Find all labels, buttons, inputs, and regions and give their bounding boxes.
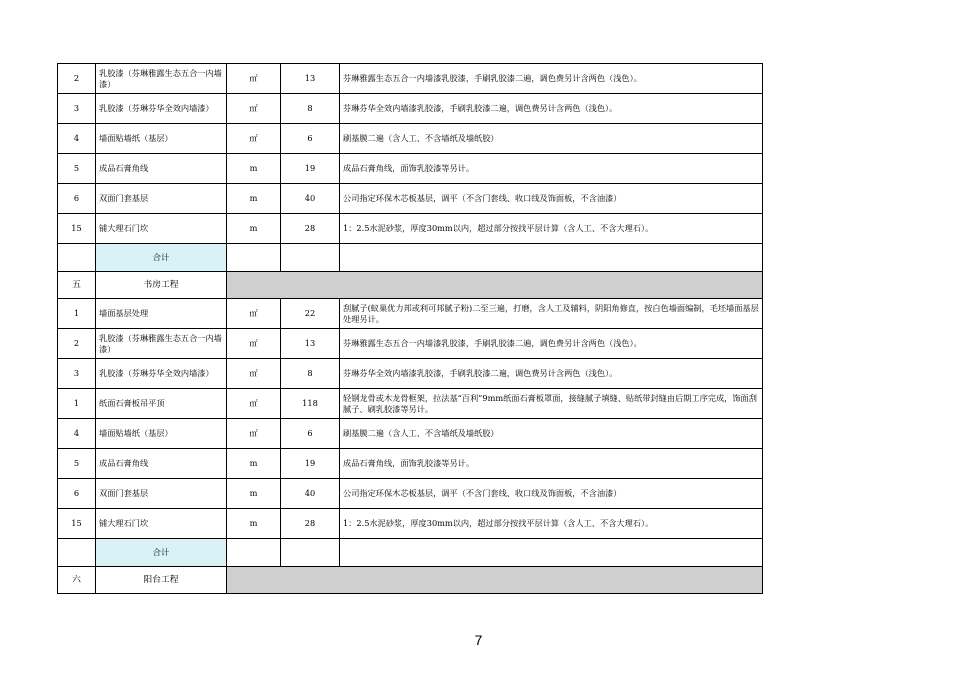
- item-description: 芬琳芬华全效内墙漆乳胶漆，手刷乳胶漆二遍，调色费另计含两色（浅色）。: [340, 359, 763, 389]
- table-row: [58, 359, 763, 389]
- section-title: 阳台工程: [96, 567, 227, 594]
- item-quantity: 22: [281, 299, 340, 329]
- item-unit: ㎡: [227, 64, 281, 94]
- item-name: 成品石膏角线: [96, 154, 227, 184]
- item-description: 芬琳雅露生态五合一内墙漆乳胶漆，手刷乳胶漆二遍，调色费另计含两色（浅色）。: [340, 329, 763, 359]
- item-unit: m: [227, 184, 281, 214]
- subtotal-empty: [340, 244, 763, 272]
- item-quantity: 19: [281, 449, 340, 479]
- item-name: 墙面贴墙纸（基层）: [96, 419, 227, 449]
- item-name: 乳胶漆（芬琳芬华全效内墙漆）: [96, 94, 227, 124]
- item-quantity: 8: [281, 94, 340, 124]
- table-row: [58, 64, 763, 94]
- item-description: 1：2.5水泥砂浆，厚度30mm以内，超过部分按找平层计算（含人工、不含大理石）。: [340, 214, 763, 244]
- item-description: 芬琳芬华全效内墙漆乳胶漆，手刷乳胶漆二遍，调色费另计含两色（浅色）。: [340, 94, 763, 124]
- table-row: [58, 154, 763, 184]
- page-number: 7: [474, 632, 483, 648]
- subtotal-empty: [227, 244, 281, 272]
- item-quantity: 8: [281, 359, 340, 389]
- subtotal-empty: [227, 539, 281, 567]
- table-row: [58, 389, 763, 419]
- subtotal-empty: [58, 539, 96, 567]
- item-name: 铺大理石门坎: [96, 214, 227, 244]
- item-number: 2: [58, 329, 96, 359]
- item-number: 6: [58, 184, 96, 214]
- item-unit: m: [227, 509, 281, 539]
- item-quantity: 19: [281, 154, 340, 184]
- item-number: 15: [58, 509, 96, 539]
- table-row: [58, 299, 763, 329]
- item-name: 墙面贴墙纸（基层）: [96, 124, 227, 154]
- subtotal-empty: [58, 244, 96, 272]
- item-quantity: 6: [281, 124, 340, 154]
- item-unit: ㎡: [227, 94, 281, 124]
- item-quantity: 6: [281, 419, 340, 449]
- table-row: [58, 184, 763, 214]
- subtotal-row: [58, 244, 763, 272]
- item-name: 乳胶漆（芬琳雅露生态五合一内墙漆）: [96, 329, 227, 359]
- item-quantity: 28: [281, 509, 340, 539]
- section-filler: [227, 567, 763, 594]
- item-unit: ㎡: [227, 124, 281, 154]
- table-row: [58, 509, 763, 539]
- item-number: 1: [58, 299, 96, 329]
- section-header-row: [58, 272, 763, 299]
- item-description: 刷基膜二遍（含人工、不含墙纸及墙纸胶）: [340, 124, 763, 154]
- subtotal-empty: [281, 539, 340, 567]
- item-number: 2: [58, 64, 96, 94]
- item-description: 1：2.5水泥砂浆，厚度30mm以内，超过部分按找平层计算（含人工、不含大理石）。: [340, 509, 763, 539]
- item-name: 纸面石膏板吊平顶: [96, 389, 227, 419]
- item-name: 墙面基层处理: [96, 299, 227, 329]
- subtotal-row: [58, 539, 763, 567]
- item-name: 乳胶漆（芬琳芬华全效内墙漆）: [96, 359, 227, 389]
- item-unit: ㎡: [227, 389, 281, 419]
- section-number: 五: [58, 272, 96, 299]
- item-name: 双面门套基层: [96, 184, 227, 214]
- item-description: 成品石膏角线，面饰乳胶漆等另计。: [340, 154, 763, 184]
- item-description: 公司指定环保木芯板基层，调平（不含门套线、收口线及饰面板，不含油漆）: [340, 479, 763, 509]
- item-description: 成品石膏角线，面饰乳胶漆等另计。: [340, 449, 763, 479]
- table-row: [58, 94, 763, 124]
- item-unit: ㎡: [227, 299, 281, 329]
- item-unit: ㎡: [227, 419, 281, 449]
- section-title: 书房工程: [96, 272, 227, 299]
- quotation-table: [57, 63, 763, 594]
- subtotal-label: 合计: [96, 539, 227, 567]
- item-quantity: 13: [281, 329, 340, 359]
- table-row: [58, 419, 763, 449]
- item-number: 1: [58, 389, 96, 419]
- item-description: 刮腻子(蚁巢优力邦或利可邦腻子粉)二至三遍，打磨，含人工及辅料，阴阳角修直，按白色墙面编制，毛坯墙面基层处理另计。: [340, 299, 763, 329]
- item-number: 5: [58, 449, 96, 479]
- item-number: 4: [58, 124, 96, 154]
- subtotal-empty: [281, 244, 340, 272]
- item-number: 6: [58, 479, 96, 509]
- item-description: 芬琳雅露生态五合一内墙漆乳胶漆，手刷乳胶漆二遍，调色费另计含两色（浅色）。: [340, 64, 763, 94]
- item-unit: ㎡: [227, 359, 281, 389]
- item-unit: ㎡: [227, 329, 281, 359]
- item-name: 双面门套基层: [96, 479, 227, 509]
- item-number: 3: [58, 94, 96, 124]
- section-filler: [227, 272, 763, 299]
- item-quantity: 28: [281, 214, 340, 244]
- item-quantity: 13: [281, 64, 340, 94]
- item-description: 轻钢龙骨或木龙骨框架，拉法基“百利”9mm纸面石膏板罩面，接缝腻子填缝、贴纸带封缝由后期工序完成，饰面刮腻子、刷乳胶漆等另计。: [340, 389, 763, 419]
- item-quantity: 40: [281, 479, 340, 509]
- item-quantity: 40: [281, 184, 340, 214]
- item-name: 成品石膏角线: [96, 449, 227, 479]
- item-unit: m: [227, 479, 281, 509]
- subtotal-label: 合计: [96, 244, 227, 272]
- item-number: 4: [58, 419, 96, 449]
- table-row: [58, 479, 763, 509]
- item-name: 铺大理石门坎: [96, 509, 227, 539]
- item-number: 15: [58, 214, 96, 244]
- item-number: 5: [58, 154, 96, 184]
- item-unit: m: [227, 449, 281, 479]
- item-unit: m: [227, 214, 281, 244]
- section-number: 六: [58, 567, 96, 594]
- item-unit: m: [227, 154, 281, 184]
- table-row: [58, 124, 763, 154]
- item-quantity: 118: [281, 389, 340, 419]
- item-description: 公司指定环保木芯板基层，调平（不含门套线、收口线及饰面板，不含油漆）: [340, 184, 763, 214]
- subtotal-empty: [340, 539, 763, 567]
- table-row: [58, 449, 763, 479]
- item-number: 3: [58, 359, 96, 389]
- table-row: [58, 214, 763, 244]
- item-description: 刷基膜二遍（含人工、不含墙纸及墙纸胶）: [340, 419, 763, 449]
- item-name: 乳胶漆（芬琳雅露生态五合一内墙漆）: [96, 64, 227, 94]
- table-row: [58, 329, 763, 359]
- section-header-row: [58, 567, 763, 594]
